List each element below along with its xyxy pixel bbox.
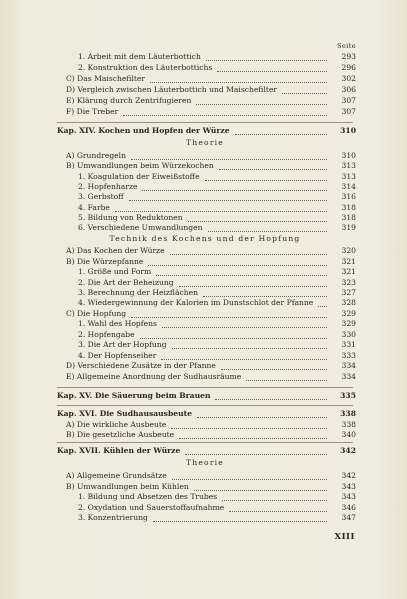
toc-entry bbox=[0, 74, 407, 84]
section-rule bbox=[57, 122, 353, 123]
toc-entry bbox=[0, 223, 407, 233]
page-folio: XIII bbox=[334, 532, 355, 542]
page-number: 327 bbox=[341, 288, 356, 297]
dot-leader bbox=[235, 124, 327, 135]
section-heading: Theorie bbox=[186, 138, 224, 147]
toc-entry bbox=[0, 151, 407, 161]
entry-title: 1. Koagulation der Eiweißstoffe bbox=[78, 172, 200, 181]
entry-title: 4. Wiedergewinnung der Kalorien im Dunstschlot der Pfanne bbox=[78, 298, 314, 307]
dot-leader bbox=[129, 190, 327, 201]
page-number: 310 bbox=[341, 151, 356, 160]
toc-entry bbox=[0, 107, 407, 117]
dot-leader bbox=[222, 490, 327, 501]
page-number: 313 bbox=[341, 172, 356, 181]
toc-entry bbox=[0, 430, 407, 440]
entry-title: C) Das Maischefilter bbox=[66, 74, 146, 83]
page-number: 328 bbox=[341, 298, 356, 307]
toc-entry bbox=[0, 492, 407, 502]
entry-title: 3. Konzentrierung bbox=[78, 513, 148, 522]
page-number: 330 bbox=[341, 330, 356, 339]
toc-entry bbox=[0, 161, 407, 171]
page-number: 329 bbox=[341, 319, 356, 328]
page-number: 333 bbox=[341, 351, 356, 360]
dot-leader bbox=[185, 444, 327, 455]
page-number: 342 bbox=[340, 446, 356, 455]
entry-title: 4. Farbe bbox=[78, 203, 110, 212]
page-number: 302 bbox=[341, 74, 356, 83]
toc-entry bbox=[0, 213, 407, 223]
page-number: 343 bbox=[341, 492, 356, 501]
dot-leader bbox=[153, 511, 327, 522]
chapter-entry bbox=[0, 391, 407, 401]
entry-title: 1. Wahl des Hopfens bbox=[78, 319, 157, 328]
toc-entry bbox=[0, 351, 407, 361]
entry-title: D) Verschiedene Zusätze in der Pfanne bbox=[66, 361, 216, 370]
dot-leader bbox=[150, 72, 327, 83]
entry-title: 2. Die Art der Beheizung bbox=[78, 278, 174, 287]
page-number: 293 bbox=[341, 52, 356, 61]
dot-leader bbox=[318, 296, 327, 307]
page-number: 340 bbox=[341, 430, 356, 439]
page-number: 316 bbox=[341, 192, 356, 201]
entry-title: 3. Gerbstoff bbox=[78, 192, 124, 201]
page-number: 321 bbox=[341, 257, 356, 266]
page-number: 329 bbox=[341, 309, 356, 318]
entry-title: 2. Hopfenharze bbox=[78, 182, 138, 191]
entry-title: A) Die wirkliche Ausbeute bbox=[66, 420, 167, 429]
entry-title: Kap. XV. Die Säuerung beim Brauen bbox=[57, 391, 211, 400]
page-number: 335 bbox=[340, 391, 356, 400]
dot-leader bbox=[197, 407, 327, 418]
dot-leader bbox=[219, 159, 327, 170]
page-number: 338 bbox=[340, 409, 356, 418]
entry-title: B) Umwandlungen beim Kühlen bbox=[66, 482, 189, 491]
page-column-header: Seite bbox=[337, 42, 356, 50]
entry-title: 2. Hopfengabe bbox=[78, 330, 135, 339]
page-number: 343 bbox=[341, 482, 356, 491]
dot-leader bbox=[123, 105, 327, 116]
entry-title: 1. Größe und Form bbox=[78, 267, 152, 276]
entry-title: Kap. XVI. Die Sudhausausbeute bbox=[57, 409, 192, 418]
entry-title: A) Grundregeln bbox=[66, 151, 126, 160]
dot-leader bbox=[217, 61, 327, 72]
entry-title: 6. Verschiedene Umwandlungen bbox=[78, 223, 203, 232]
entry-title: 1. Arbeit mit dem Läuterbottich bbox=[78, 52, 201, 61]
entry-title: D) Vergleich zwischen Läuterbottich und Maischefilter bbox=[66, 85, 278, 94]
page-number: 323 bbox=[341, 278, 356, 287]
dot-leader bbox=[246, 370, 327, 381]
entry-title: B) Die Würzepfanne bbox=[66, 257, 144, 266]
page-number: 347 bbox=[341, 513, 356, 522]
section-heading: Theorie bbox=[186, 458, 224, 467]
entry-title: B) Die gesetzliche Ausbeute bbox=[66, 430, 175, 439]
toc-entry bbox=[0, 52, 407, 62]
section-heading: Technik des Kochens und der Hopfung bbox=[109, 234, 301, 243]
entry-title: F) Die Treber bbox=[66, 107, 119, 116]
page-number: 320 bbox=[341, 246, 356, 255]
page-number: 319 bbox=[341, 223, 356, 232]
dot-leader bbox=[196, 94, 327, 105]
entry-title: 2. Oxydation und Sauerstoffaufnahme bbox=[78, 503, 225, 512]
toc-entry bbox=[0, 513, 407, 523]
page-number: 307 bbox=[341, 96, 356, 105]
entry-title: 5. Bildung von Reduktonen bbox=[78, 213, 183, 222]
page-number: 321 bbox=[341, 267, 356, 276]
page-number: 313 bbox=[341, 161, 356, 170]
toc-entry bbox=[0, 288, 407, 298]
dot-leader bbox=[172, 469, 327, 480]
entry-title: 2. Konstruktion des Läuterbottichs bbox=[78, 63, 213, 72]
entry-title: A) Das Kochen der Würze bbox=[66, 246, 165, 255]
page-number: 342 bbox=[341, 471, 356, 480]
toc-entry bbox=[0, 372, 407, 382]
entry-title: E) Klärung durch Zentrifugieren bbox=[66, 96, 192, 105]
entry-title: B) Umwandlungen beim Würzekochen bbox=[66, 161, 214, 170]
page-number: 318 bbox=[341, 213, 356, 222]
dot-leader bbox=[282, 83, 327, 94]
chapter-entry bbox=[0, 126, 407, 136]
toc-entry bbox=[0, 482, 407, 492]
dot-leader bbox=[156, 265, 327, 276]
dot-leader bbox=[215, 389, 327, 400]
entry-title: 3. Die Art der Hopfung bbox=[78, 340, 167, 349]
entry-title: Kap. XVII. Kühlen der Würze bbox=[57, 446, 181, 455]
section-rule bbox=[57, 387, 353, 388]
entry-title: E) Allgemeine Anordnung der Sudhausräume bbox=[66, 372, 242, 381]
section-rule bbox=[57, 405, 353, 406]
page-number: 346 bbox=[341, 503, 356, 512]
dot-leader bbox=[179, 428, 327, 439]
dot-leader bbox=[162, 317, 327, 328]
dot-leader bbox=[221, 359, 327, 370]
entry-title: Kap. XIV. Kochen und Hopfen der Würze bbox=[57, 126, 230, 135]
page-number: 307 bbox=[341, 107, 356, 116]
dot-leader bbox=[206, 50, 327, 61]
dot-leader bbox=[203, 286, 327, 297]
page-number: 314 bbox=[341, 182, 356, 191]
entry-title: 1. Bildung und Absetzen des Trubes bbox=[78, 492, 218, 501]
page-number: 331 bbox=[341, 340, 356, 349]
page-number: 334 bbox=[341, 361, 356, 370]
entry-title: C) Die Hopfung bbox=[66, 309, 127, 318]
page-number: 296 bbox=[341, 63, 356, 72]
entry-title: 4. Der Hopfenseiher bbox=[78, 351, 157, 360]
toc-entry bbox=[0, 361, 407, 371]
entry-title: A) Allgemeine Grundsätze bbox=[66, 471, 167, 480]
dot-leader bbox=[208, 221, 327, 232]
page-number: 334 bbox=[341, 372, 356, 381]
page-number: 306 bbox=[341, 85, 356, 94]
page-number: 338 bbox=[341, 420, 356, 429]
section-rule bbox=[57, 442, 353, 443]
dot-leader bbox=[172, 338, 327, 349]
page-number: 310 bbox=[340, 126, 356, 135]
page-number: 318 bbox=[341, 203, 356, 212]
chapter-entry bbox=[0, 446, 407, 456]
dot-leader bbox=[170, 244, 327, 255]
entry-title: 3. Berechnung der Heizflächen bbox=[78, 288, 199, 297]
